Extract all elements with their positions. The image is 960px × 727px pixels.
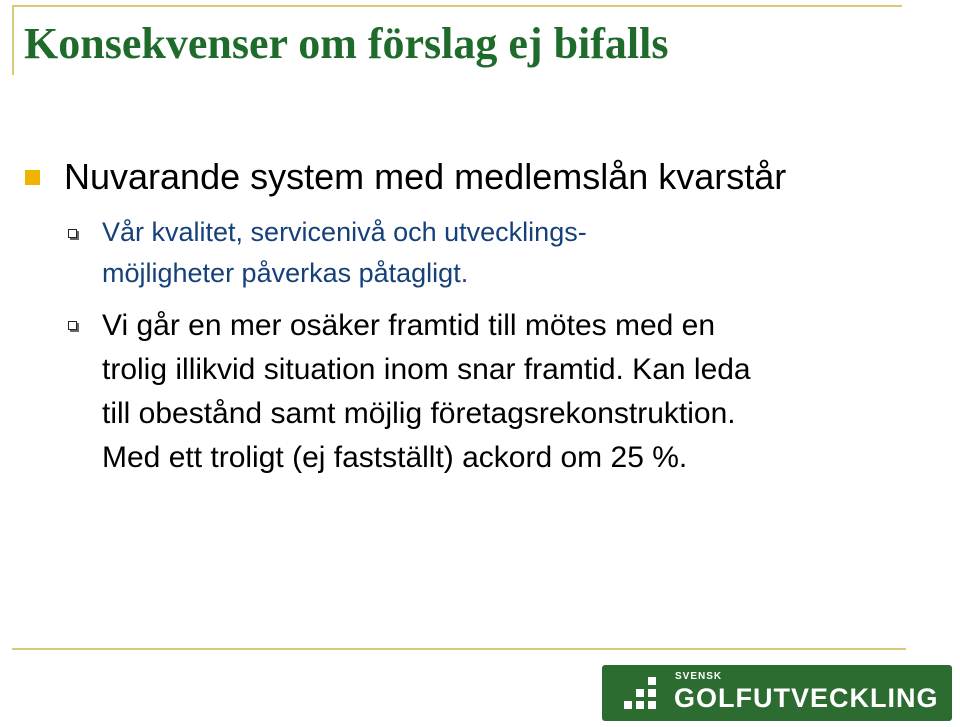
sub-bullet-2-line: Med ett troligt (ej fastställt) ackord om 25 %.	[102, 441, 688, 474]
slide-title: Konsekvenser om förslag ej bifalls	[24, 19, 669, 68]
sub-bullet-1-line: Vår kvalitet, servicenivå och utvecklings-	[102, 217, 587, 247]
hollow-square-bullet-icon	[68, 229, 77, 238]
sub-bullet-1	[102, 212, 587, 294]
sub-bullet-2-line: trolig illikvid situation inom snar framtid. Kan leda	[102, 353, 751, 386]
sub-bullet-2-line: Vi går en mer osäker framtid till mötes med en	[102, 309, 716, 342]
logo-small-text: SVENSK	[675, 671, 723, 682]
square-bullet-icon	[25, 170, 40, 185]
logo-main-text: GOLFUTVECKLING	[674, 683, 939, 713]
sub-bullet-1-line: möjligheter påverkas påtagligt.	[102, 258, 469, 288]
hollow-square-bullet-icon	[68, 321, 77, 330]
bottom-divider	[12, 648, 906, 650]
logo-dots-icon	[622, 677, 660, 711]
top-divider	[12, 5, 902, 7]
svensk-golfutveckling-logo	[602, 665, 952, 721]
left-divider	[12, 5, 14, 75]
sub-bullet-2	[102, 304, 751, 480]
sub-bullet-2-line: till obestånd samt möjlig företagsrekonstruktion.	[102, 397, 736, 430]
main-bullet-text: Nuvarande system med medlemslån kvarstår	[64, 156, 787, 197]
